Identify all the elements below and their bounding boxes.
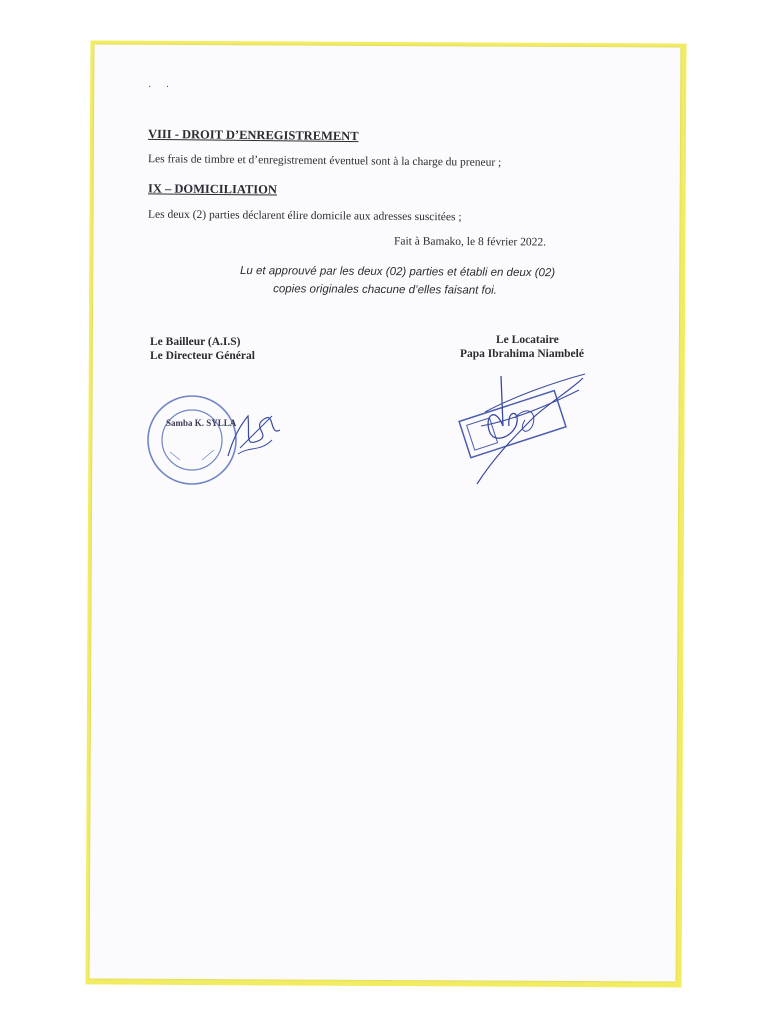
tenant-title: Le Locataire bbox=[496, 334, 559, 346]
approval-line-1: Lu et approuvé par les deux (02) parties et établi en deux (02) bbox=[239, 264, 556, 280]
tenant-signature bbox=[455, 366, 595, 491]
section-heading-ix: IX – DOMICILIATION bbox=[147, 181, 278, 197]
lessor-signature bbox=[220, 396, 290, 476]
section-text-viii: Les frais de timbre et d’enregistrement éventuel sont à la charge du preneur ; bbox=[147, 153, 502, 169]
tenant-name: Papa Ibrahima Niambelé bbox=[460, 348, 584, 360]
place-and-date: Fait à Bamako, le 8 février 2022. bbox=[393, 235, 547, 249]
scan-specks: · · bbox=[148, 82, 176, 93]
lessor-role: Le Directeur Général bbox=[150, 350, 255, 362]
lessor-title: Le Bailleur (A.I.S) bbox=[150, 336, 241, 348]
lessor-signatory: Samba K. SYLLA bbox=[166, 418, 237, 428]
approval-line-2: copies originales chacune d’elles faisant foi. bbox=[273, 283, 497, 297]
section-heading-viii: VIII - DROIT D’ENREGISTREMENT bbox=[147, 126, 359, 144]
section-text-ix: Les deux (2) parties déclarent élire domicile aux adresses suscitées ; bbox=[147, 208, 462, 224]
